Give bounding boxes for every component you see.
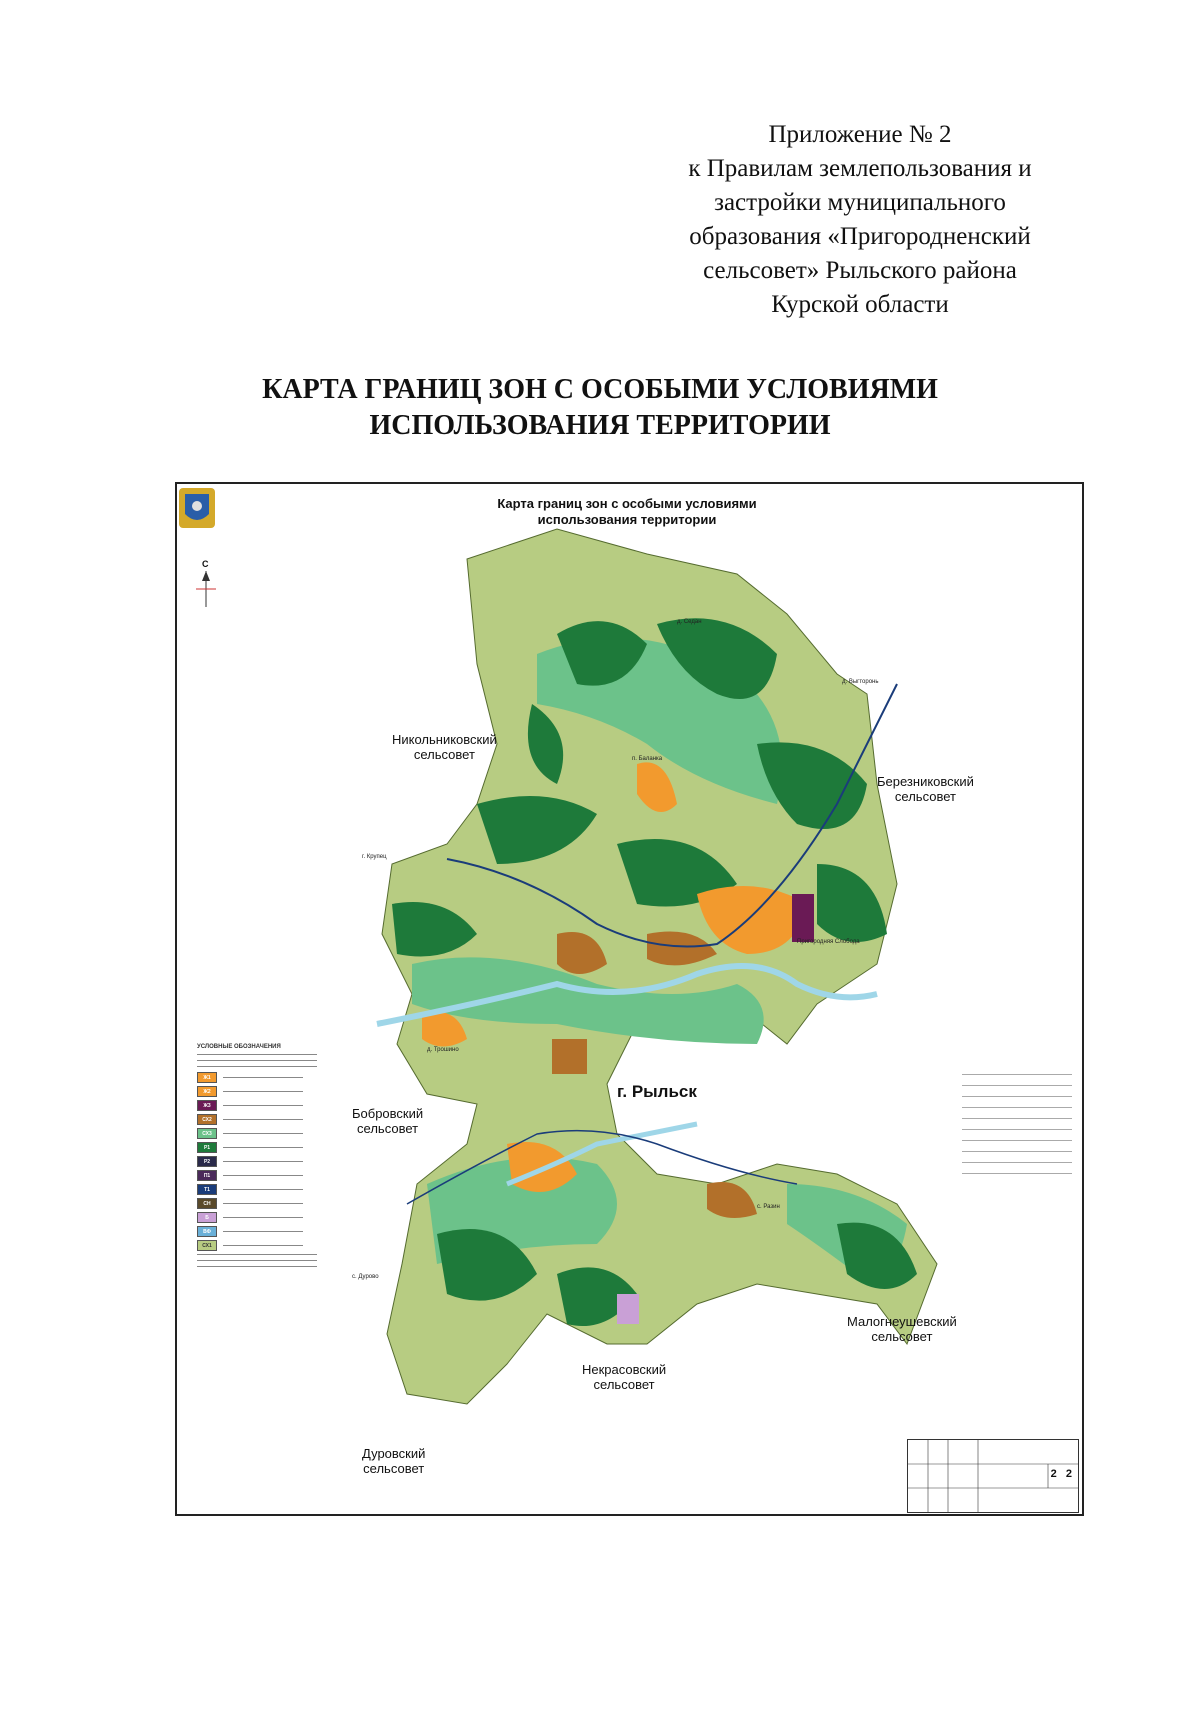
legend-text-line [223, 1161, 303, 1162]
legend-item [197, 1198, 347, 1209]
legend-swatch: СХ3 [197, 1128, 217, 1139]
document-title-line: КАРТА ГРАНИЦ ЗОН С ОСОБЫМИ УСЛОВИЯМИ [262, 374, 938, 405]
settlement-label: д. Седан [677, 619, 702, 625]
legend-text-line [223, 1175, 303, 1176]
document-title-line: ИСПОЛЬЗОВАНИЯ ТЕРРИТОРИИ [369, 410, 831, 441]
legend-item [197, 1156, 347, 1167]
sheet-number [1051, 1468, 1072, 1480]
legend-divider [197, 1066, 317, 1067]
north-arrow [192, 559, 222, 609]
legend-swatch: ВФ [197, 1226, 217, 1237]
neighbor-label-line: сельсовет [894, 789, 956, 804]
map-canvas [177, 484, 1082, 1514]
legend-title: УСЛОВНЫЕ ОБОЗНАЧЕНИЯ [197, 1044, 281, 1050]
settlement-label: п. Баланка [632, 756, 663, 762]
neighbor-label-line: Некрасовский [582, 1362, 667, 1377]
neighbor-label-line: Малогнеушевский [847, 1314, 957, 1329]
neighbor-label [392, 732, 497, 762]
special-zone [792, 894, 814, 942]
sheet-total: 2 [1065, 1468, 1072, 1480]
legend-text-line [223, 1217, 303, 1218]
appendix-line: Приложение № 2 [768, 121, 952, 148]
legend-item [197, 1240, 347, 1251]
appendix-caption [660, 118, 1060, 322]
legend-text-line [223, 1203, 303, 1204]
agri-object-zone [552, 1039, 587, 1074]
legend-swatch: СН [197, 1198, 217, 1209]
legend-row [962, 1162, 1072, 1163]
legend-swatch: Р1 [197, 1142, 217, 1153]
legend-text-line [223, 1091, 303, 1092]
legend-text-line [223, 1245, 303, 1246]
neighbor-label-line: Дуровский [362, 1446, 426, 1461]
appendix-line: застройки муниципального [714, 189, 1006, 216]
neighbor-label [582, 1362, 666, 1392]
settlement-label: г. Крупец [362, 854, 387, 860]
neighbor-label-line: Березниковский [877, 774, 974, 789]
legend-row [962, 1151, 1072, 1152]
legend-swatch: П1 [197, 1170, 217, 1181]
settlement-label: с. Дурово [352, 1274, 379, 1280]
neighbor-label-line: Бобровский [352, 1106, 424, 1121]
legend-text-line [223, 1189, 303, 1190]
legend-divider [197, 1260, 317, 1261]
map-title-line: использования территории [537, 512, 717, 527]
legend-row [962, 1096, 1072, 1097]
document-title [150, 372, 1050, 444]
neighbor-label [877, 774, 974, 804]
appendix-line: Курской области [771, 291, 949, 318]
map-legend [197, 1044, 347, 1272]
legend-item [197, 1072, 347, 1083]
city-label: г. Рыльск [617, 1082, 697, 1101]
neighbor-label-line: сельсовет [363, 1461, 425, 1476]
legend-swatch: Б [197, 1212, 217, 1223]
legend-item [197, 1212, 347, 1223]
legend-divider [197, 1060, 317, 1061]
neighbor-label [847, 1314, 957, 1344]
legend-divider [197, 1054, 317, 1055]
legend-swatch: СХ2 [197, 1114, 217, 1125]
appendix-line: сельсовет» Рыльского района [703, 257, 1017, 284]
legend-text-line [223, 1077, 303, 1078]
legend-item [197, 1142, 347, 1153]
map-title [417, 496, 837, 528]
map-frame [175, 482, 1084, 1516]
neighbor-label [362, 1446, 425, 1476]
compass-icon [192, 571, 222, 609]
legend-row [962, 1085, 1072, 1086]
appendix-line: образования «Пригородненский [689, 223, 1031, 250]
legend-swatch: Т1 [197, 1184, 217, 1195]
legend-divider [197, 1266, 317, 1267]
map-legend-right [962, 1064, 1072, 1184]
neighbor-label-line: Никольниковский [392, 732, 497, 747]
coat-of-arms-icon [177, 484, 217, 532]
legend-text-line [223, 1105, 303, 1106]
neighbor-label [352, 1106, 423, 1136]
legend-item [197, 1114, 347, 1125]
legend-swatch: Ж2 [197, 1086, 217, 1097]
neighbor-label-line: сельсовет [593, 1377, 655, 1392]
legend-text-line [223, 1231, 303, 1232]
north-letter: С [202, 559, 209, 569]
legend-item [197, 1086, 347, 1097]
legend-row [962, 1118, 1072, 1119]
legend-swatch: Ж1 [197, 1072, 217, 1083]
legend-text-line [223, 1119, 303, 1120]
legend-text-line [223, 1147, 303, 1148]
title-block-stamp [907, 1439, 1079, 1513]
settlement-label: д. Трошино [427, 1047, 459, 1053]
neighbor-label-line: сельсовет [357, 1121, 419, 1136]
legend-item [197, 1170, 347, 1181]
legend-swatch: Р2 [197, 1156, 217, 1167]
neighbor-label-line: сельсовет [871, 1329, 933, 1344]
settlement-label: с. Разин [757, 1204, 780, 1210]
legend-item [197, 1100, 347, 1111]
sheet-current: 2 [1050, 1468, 1057, 1480]
legend-row [962, 1107, 1072, 1108]
legend-item [197, 1128, 347, 1139]
legend-item [197, 1184, 347, 1195]
legend-row [962, 1140, 1072, 1141]
legend-row [962, 1074, 1072, 1075]
legend-divider [197, 1254, 317, 1255]
legend-swatch: СХ1 [197, 1240, 217, 1251]
legend-swatch: Ж3 [197, 1100, 217, 1111]
settlement-label: Пригородняя Слобода [797, 939, 860, 945]
legend-row [962, 1129, 1072, 1130]
legend-text-line [223, 1133, 303, 1134]
special-zone [617, 1294, 639, 1324]
settlement-label: д. Выгторонь [842, 679, 879, 685]
legend-item [197, 1226, 347, 1237]
neighbor-label-line: сельсовет [413, 747, 475, 762]
legend-row [962, 1173, 1072, 1174]
appendix-line: к Правилам землепользования и [688, 155, 1032, 182]
map-title-line: Карта границ зон с особыми условиями [497, 496, 757, 511]
